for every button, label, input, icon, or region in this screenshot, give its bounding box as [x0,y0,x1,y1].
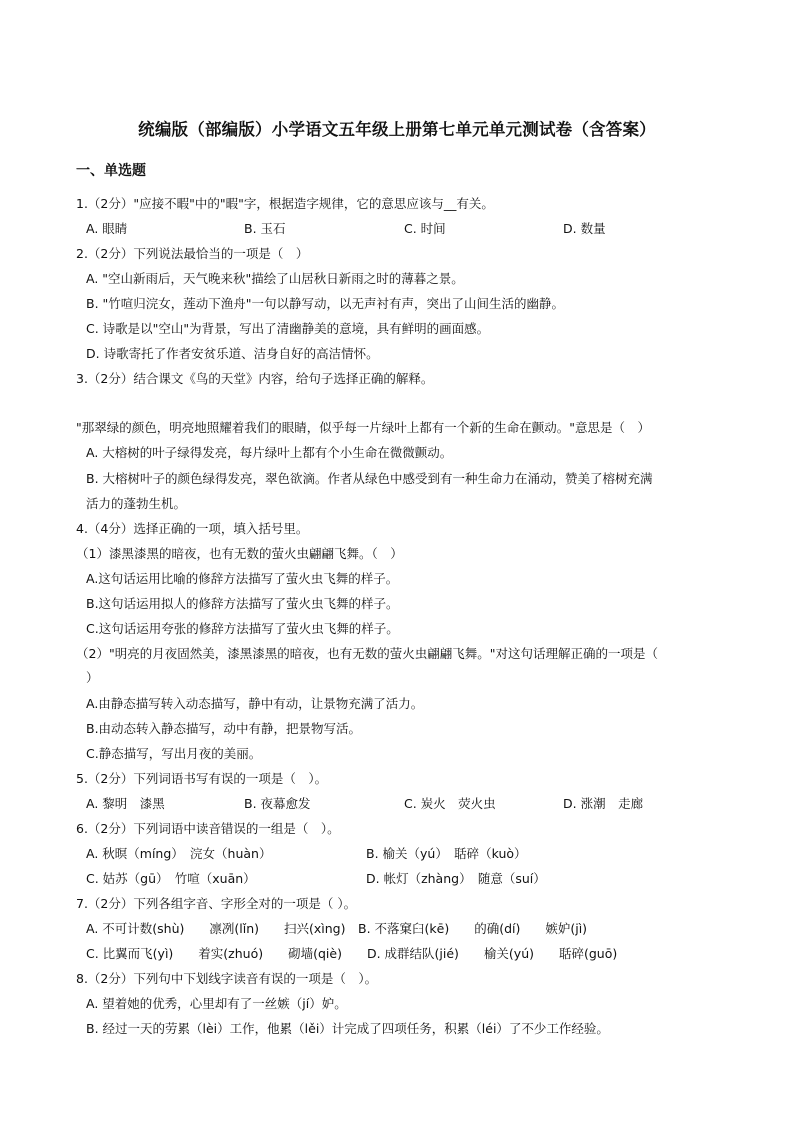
question-4-sub-2-bracket: ） [86,670,99,685]
question-6-stem: 6.（2分）下列词语中读音错误的一组是（ ）。 [76,821,340,836]
question-4-stem: 4.（4分）选择正确的一项，填入括号里。 [76,521,309,536]
question-6-option-d: D. 帐灯（zhàng） 随意（suí） [366,871,546,886]
question-4-sub-1-option-b: B.这句话运用拟人的修辞方法描写了萤火虫飞舞的样子。 [86,596,399,611]
question-8-stem: 8.（2分）下列句中下划线字读音有误的一项是（ ）。 [76,971,378,986]
question-7-options-ab: A. 不可计数(shù) 凛冽(lǐn) 扫兴(xìng) B. 不落窠臼(kē) 的确(dí) 嫉妒(jì) [86,921,588,936]
question-5-option-b: B. 夜幕愈发 [244,796,311,811]
question-6-option-c: C. 姑苏（gū） 竹喧（xuān） [86,871,256,886]
question-6-option-b: B. 榆关（yú） 聒碎（kuò） [366,846,527,861]
question-1-option-a: A. 眼睛 [86,221,128,236]
question-4-sub-1-option-a: A.这句话运用比喻的修辞方法描写了萤火虫飞舞的样子。 [86,571,399,586]
question-4-sub-2: （2）"明亮的月夜固然美，漆黑漆黑的暗夜，也有无数的萤火虫翩翩飞舞。"对这句话理解正确的一项是（ [76,646,658,661]
exam-title: 统编版（部编版）小学语文五年级上册第七单元单元测试卷（含答案） [138,120,656,139]
question-3-option-b-line1: B. 大榕树叶子的颜色绿得发亮，翠色欲滴。作者从绿色中感受到有一种生命力在涌动，赞美了榕树充满 [86,471,653,486]
question-1-option-b: B. 玉石 [244,221,286,236]
question-2-option-d: D. 诗歌寄托了作者安贫乐道、洁身自好的高洁情怀。 [86,346,379,361]
question-3-quote: "那翠绿的颜色，明亮地照耀着我们的眼睛，似乎每一片绿叶上都有一个新的生命在颤动。"意思是（ ） [76,420,651,435]
question-1-stem: 1.（2分）"应接不暇"中的"暇"字，根据造字规律，它的意思应该与__有关。 [76,196,494,211]
question-3-stem: 3.（2分）结合课文《鸟的天堂》内容，给句子选择正确的解释。 [76,371,434,386]
question-2-stem: 2.（2分）下列说法最恰当的一项是（ ） [76,246,309,261]
question-2-option-a: A. "空山新雨后，天气晚来秋"描绘了山居秋日新雨之时的薄暮之景。 [86,271,464,286]
question-4-sub-1-option-c: C.这句话运用夸张的修辞方法描写了萤火虫飞舞的样子。 [86,621,399,636]
question-3-option-b-line2: 活力的蓬勃生机。 [86,496,187,511]
question-4-sub-2-option-a: A.由静态描写转入动态描写，静中有动，让景物充满了活力。 [86,696,424,711]
question-6-option-a: A. 秋暝（míng） 浣女（huàn） [86,846,272,861]
question-4-sub-2-option-c: C.静态描写，写出月夜的美丽。 [86,746,262,761]
question-1-option-d: D. 数量 [563,221,606,236]
question-1-option-c: C. 时间 [404,221,446,236]
question-4-sub-1: （1）漆黑漆黑的暗夜，也有无数的萤火虫翩翩飞舞。（ ） [76,546,403,561]
question-2-option-c: C. 诗歌是以"空山"为背景，写出了清幽静美的意境，具有鲜明的画面感。 [86,321,490,336]
question-5-option-a: A. 黎明 漆黑 [86,796,165,811]
question-8-option-b: B. 经过一天的劳累（lèi）工作，他累（lěi）计完成了四项任务，积累（léi）了不少工作经验。 [86,1021,609,1036]
question-8-option-a: A. 望着她的优秀，心里却有了一丝嫉（jí）妒。 [86,996,347,1011]
section-heading: 一、单选题 [76,163,146,179]
question-4-sub-2-option-b: B.由动态转入静态描写，动中有静，把景物写活。 [86,721,362,736]
question-3-option-a: A. 大榕树的叶子绿得发亮，每片绿叶上都有个小生命在微微颤动。 [86,445,453,460]
question-7-stem: 7.（2分）下列各组字音、字形全对的一项是（ ）。 [76,896,357,911]
question-7-options-cd: C. 比翼而飞(yì) 着实(zhuó) 砌墙(qiè) D. 成群结队(jié) 榆关(yú) 聒碎(guō) [86,946,618,961]
question-2-option-b: B. "竹喧归浣女，莲动下渔舟"一句以静写动，以无声衬有声，突出了山间生活的幽静。 [86,296,565,311]
question-5-option-c: C. 炭火 荧火虫 [404,796,496,811]
question-5-stem: 5.（2分）下列词语书写有误的一项是（ ）。 [76,771,328,786]
question-5-option-d: D. 涨潮 走廊 [563,796,644,811]
